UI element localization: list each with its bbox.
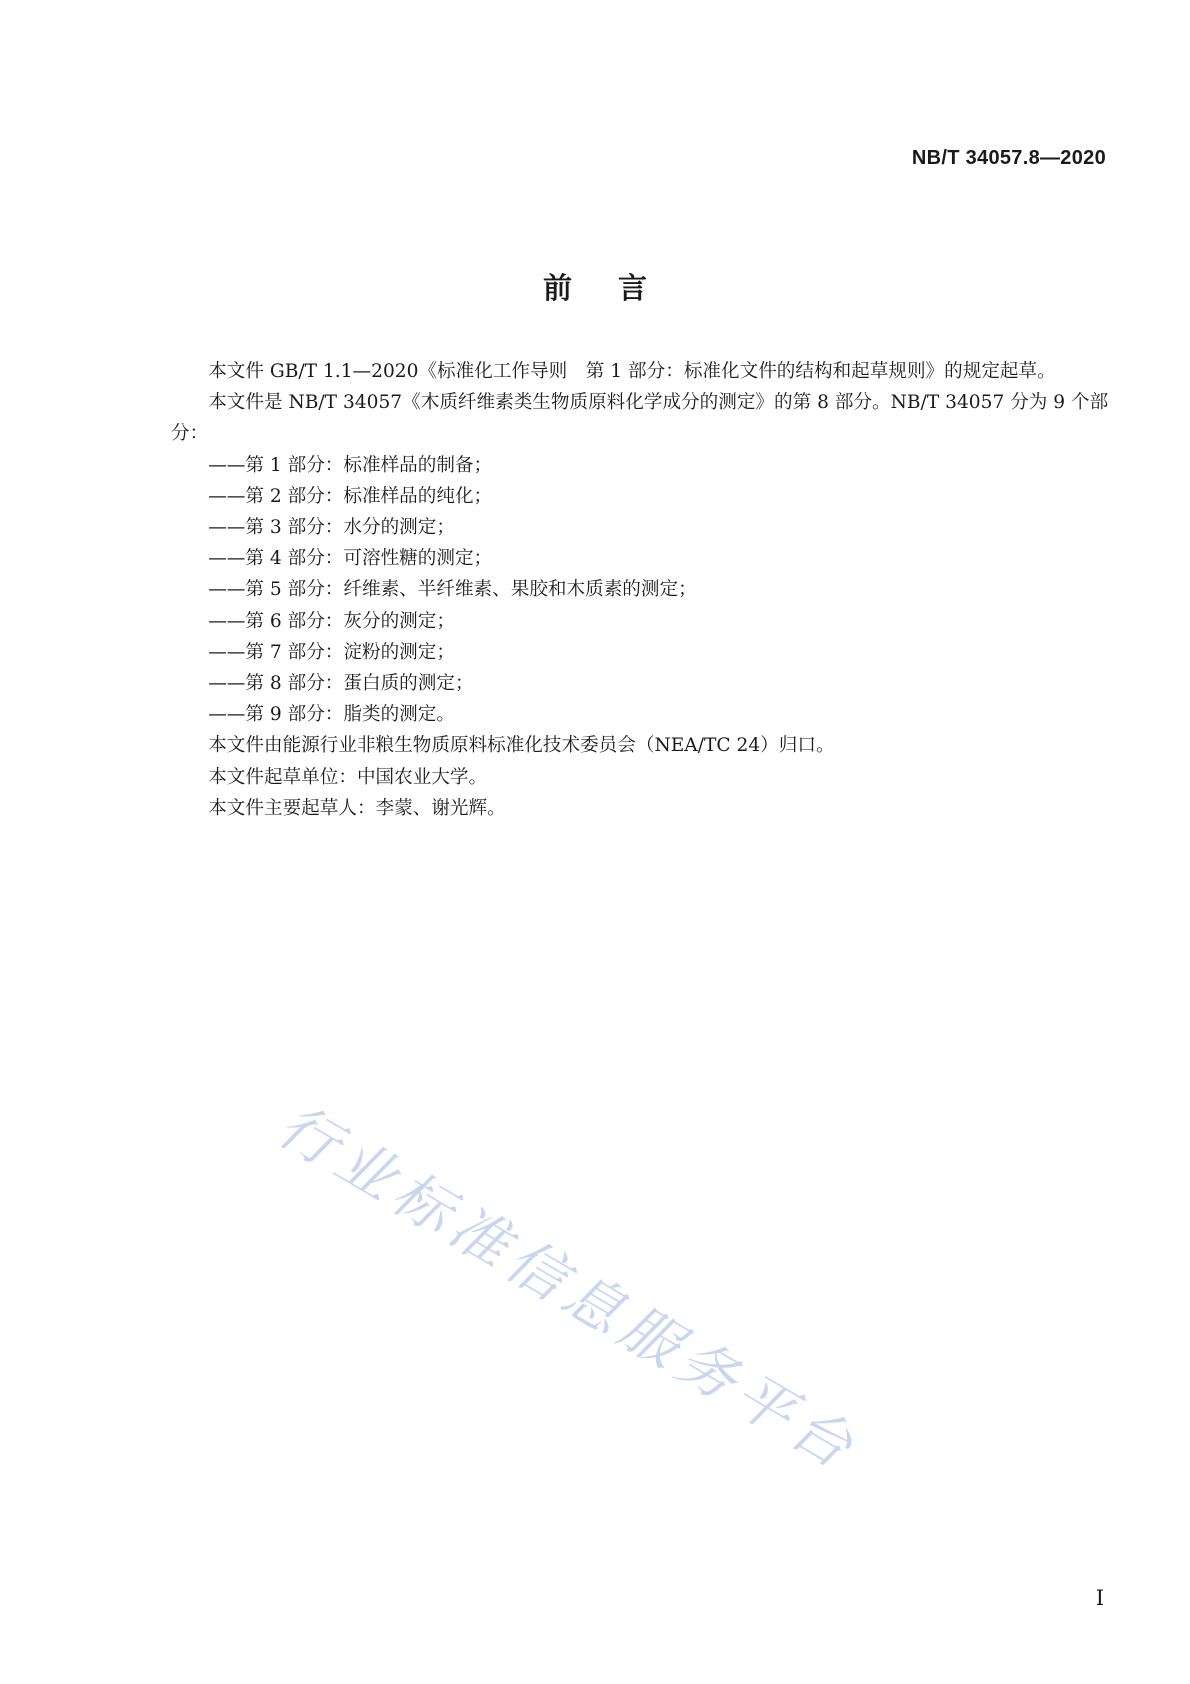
list-item: ——第 5 部分：纤维素、半纤维素、果胶和木质素的测定； <box>208 579 697 601</box>
list-item: ——第 6 部分：灰分的测定； <box>208 610 455 632</box>
document-code: NB/T 34057.8—2020 <box>911 147 1106 169</box>
foreword-body <box>171 356 1110 824</box>
list-item: ——第 4 部分：可溶性糖的测定； <box>208 548 493 570</box>
list-item: ——第 1 部分：标准样品的制备； <box>208 454 493 476</box>
watermark: 行业标准信息服务平台 <box>266 1091 871 1485</box>
list-item: ——第 7 部分：淀粉的测定； <box>208 641 455 663</box>
list-item: ——第 9 部分：脂类的测定。 <box>208 704 455 726</box>
paragraph-committee: 本文件由能源行业非粮生物质原料标准化技术委员会（NEA/TC 24）归口。 <box>208 735 835 757</box>
paragraph-drafting-unit: 本文件起草单位：中国农业大学。 <box>208 766 488 788</box>
page-number: I <box>1095 1586 1104 1610</box>
list-item: ——第 3 部分：水分的测定； <box>208 517 455 539</box>
paragraph-drafting-basis: 本文件 GB/T 1.1—2020《标准化工作导则 第 1 部分：标准化文件的结构和起草规则》的规定起草。 <box>208 361 1056 382</box>
parts-list <box>171 450 1110 731</box>
list-item: ——第 2 部分：标准样品的纯化； <box>208 485 493 507</box>
paragraph-drafters: 本文件主要起草人：李蒙、谢光辉。 <box>208 797 506 819</box>
list-item: ——第 8 部分：蛋白质的测定； <box>208 673 474 695</box>
paragraph-series-info: 本文件是 NB/T 34057《木质纤维素类生物质原料化学成分的测定》的第 8 部分。NB/T 34057 分为 9 个部分： <box>171 392 1109 445</box>
page-title: 前言 <box>542 271 693 305</box>
